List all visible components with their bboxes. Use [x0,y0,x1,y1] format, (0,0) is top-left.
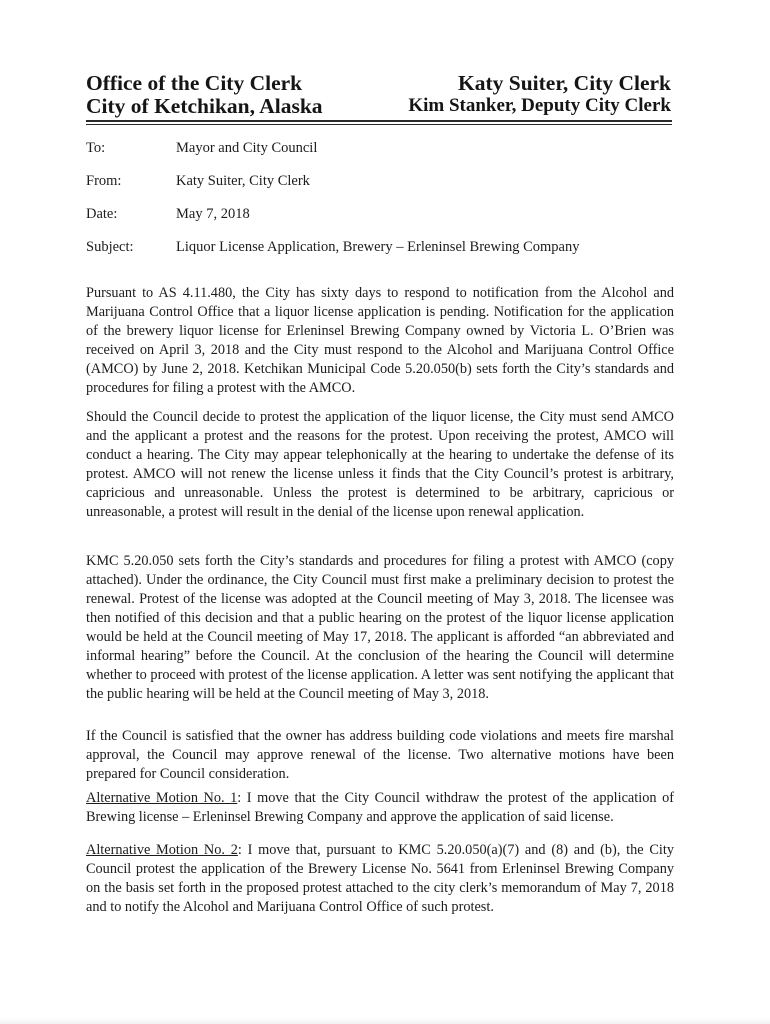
date-label: Date: [86,206,118,222]
paragraph-approval: If the Council is satisfied that the owner has address building code violations and meets fire marshal approval, the Council may approve renewal of the license. Two alternative motions have been prepared for Council consideration. [86,728,674,783]
deputy-clerk-name: Kim Stanker, Deputy City Clerk [408,95,671,116]
from-value: Katy Suiter, City Clerk [176,173,310,189]
to-value: Mayor and City Council [176,140,318,156]
from-label: From: [86,173,122,189]
city-name: City of Ketchikan, Alaska [86,94,323,118]
paragraph-motion-1 [86,789,674,827]
to-label: To: [86,140,106,156]
subject-value: Liquor License Application, Brewery – Erleninsel Brewing Company [176,239,580,255]
subject-label: Subject: [86,239,134,255]
paragraph-notification: Pursuant to AS 4.11.480, the City has sixty days to respond to notification from the Alcohol and Marijuana Control Office that a liquor license application is pending. Notification for the application of the brewery liquor license for Erleninsel Brewing Company owned by Victoria L. O’Brien was received on April 3, 2018 and the City must respond to the Alcohol and Marijuana Control Office (AMCO) by June 2, 2018. Ketchikan Municipal Code 5.20.050(b) sets forth the City’s standards and procedures for filing a protest with the AMCO. [86,285,674,397]
scan-edge [0,1018,770,1024]
motion-2-label: Alternative Motion No. 2 [86,842,238,859]
paragraph-motion-2 [86,841,674,917]
motion-2-text: : I move that, pursuant to KMC 5.20.050(a)(7) and (8) and (b), the City Council protest the application of the Brewery License No. 5641 from Erleninsel Brewing Company on the basis set forth in the proposed protest attached to the city clerk’s memorandum of May 7, 2018 and to notify the Alcohol and Marijuana Control Office of such protest. [86,842,674,916]
date-value: May 7, 2018 [176,206,250,222]
motion-1-label: Alternative Motion No. 1 [86,790,238,807]
clerk-name: Katy Suiter, City Clerk [458,71,671,95]
letterhead-rule-thin [86,124,672,125]
office-title: Office of the City Clerk [86,71,303,95]
letterhead-rule [86,120,672,122]
paragraph-protest: Should the Council decide to protest the application of the liquor license, the City must send AMCO and the applicant a protest and the reasons for the protest. Upon receiving the protest, AMCO will conduct a hearing. The City may appear telephonically at the hearing to undertake the defense of its protest. AMCO will not renew the license unless it finds that the City Council’s protest is arbitrary, capricious and unreasonable. Unless the protest is determined to be arbitrary, capricious or unreasonable, a protest will result in the denial of the license upon renewal application. [86,409,674,521]
motion-1-text: : I move that the City Council withdraw the protest of the application of Brewing license – Erleninsel Brewing Company and approve the application of said license. [86,790,674,826]
paragraph-kmc: KMC 5.20.050 sets forth the City’s standards and procedures for filing a protest with AMCO (copy attached). Under the ordinance, the City Council must first make a preliminary decision to protest the renewal. Protest of the license was adopted at the Council meeting of May 3, 2018. The licensee was then notified of this decision and that a public hearing on the protest of the liquor license application would be held at the Council meeting of May 17, 2018. The applicant is afforded “an abbreviated and informal hearing” before the Council. At the conclusion of the hearing the Council will determine whether to proceed with protest of the license application. A letter was sent notifying the applicant that the public hearing will be held at the Council meeting of May 3, 2018. [86,553,674,703]
